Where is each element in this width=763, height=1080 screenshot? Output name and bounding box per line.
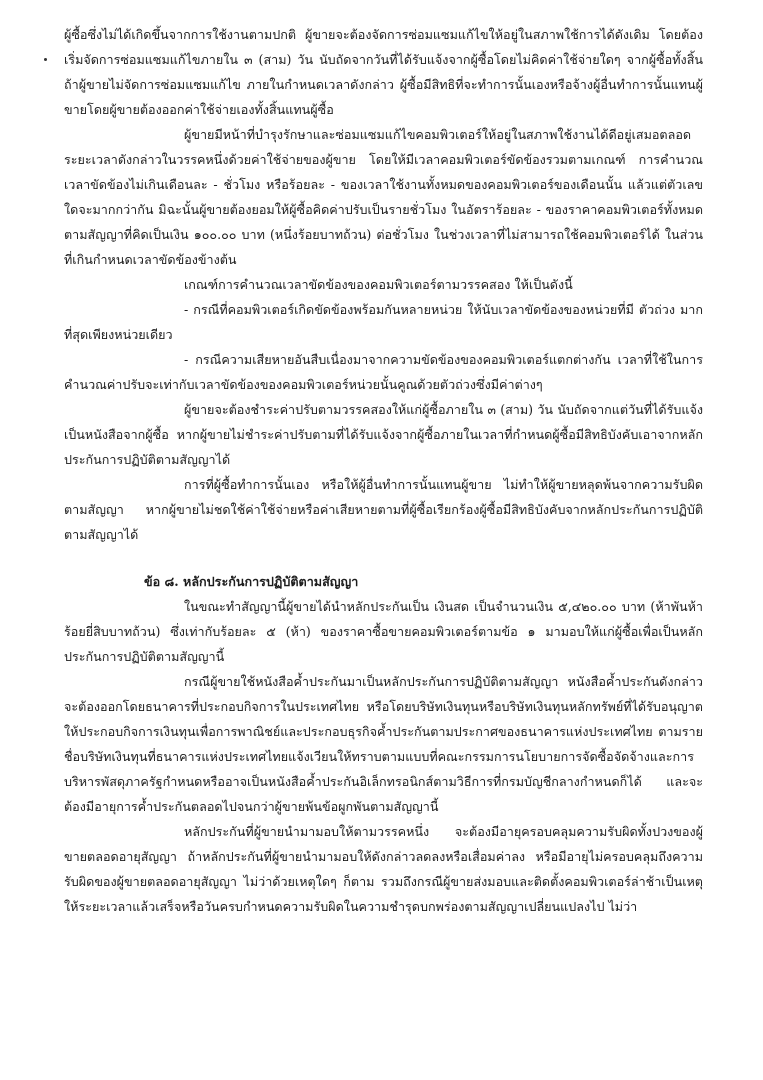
paragraph-guarantee-amount: ในขณะทำสัญญานี้ผู้ขายได้นำหลักประกันเป็น เงินสด เป็นจำนวนเงิน ๕,๔๒๐.๐๐ บาท (ห้าพันห้าร้อยยี่สิบบาทถ้วน) ซึ่งเท่ากับร้อยละ ๕ (ห้า) ของราคาซื้อขายคอมพิวเตอร์ตามข้อ ๑ มามอบให้แก่ผู้ซื้อเพื่อเป็นหลักประกันการปฏิบัติตามสัญญานี้ [64,599,703,664]
paragraph-repair-obligation: ผู้ซื้อซึ่งไม่ได้เกิดขึ้นจากการใช้งานตามปกติ ผู้ขายจะต้องจัดการซ่อมแซมแก้ไขให้อยู่ในสภาพใช้การได้ดังเดิม โดยต้องเริ่มจัดการซ่อมแซมแก้ไขภายใน ๓ (สาม) วัน นับถัดจากวันที่ได้รับแจ้งจากผู้ซื้อโดยไม่คิดค่าใช้จ่ายใดๆ จากผู้ซื้อทั้งสิ้น ถ้าผู้ขายไม่จัดการซ่อมแซมแก้ไข ภายในกำหนดเวลาดังกล่าว ผู้ซื้อมีสิทธิที่จะทำการนั้นเองหรือจ้างผู้อื่นทำการนั้นแทนผู้ขายโดยผู้ขายต้องออกค่าใช้จ่ายเองทั้งสิ้นแทนผู้ซื้อ [64,27,703,117]
paragraph-multiple-units: - กรณีที่คอมพิวเตอร์เกิดขัดข้องพร้อมกันหลายหน่วย ให้นับเวลาขัดข้องของหน่วยที่มี ตัวถ่วง มากที่สุดเพียงหน่วยเดียว [64,302,703,342]
section-heading-8: ข้อ ๘. หลักประกันการปฏิบัติตามสัญญา [144,574,359,589]
paragraph-maintenance-duty: ผู้ขายมีหน้าที่บำรุงรักษาและซ่อมแซมแก้ไขคอมพิวเตอร์ให้อยู่ในสภาพใช้งานได้ดีอยู่เสมอตลอดระยะเวลาดังกล่าวในวรรคหนึ่งด้วยค่าใช้จ่ายของผู้ขาย โดยให้มีเวลาคอมพิวเตอร์ขัดข้องรวมตามเกณฑ์ การคำนวณเวลาขัดข้องไม่เกินเดือนละ - ชั่วโมง หรือร้อยละ - ของเวลาใช้งานทั้งหมดของคอมพิวเตอร์ของเดือนนั้น แล้วแต่ตัวเลขใดจะมากกว่ากัน มิฉะนั้นผู้ขายต้องยอมให้ผู้ซื้อคิดค่าปรับเป็นรายชั่วโมง ในอัตราร้อยละ - ของราคาคอมพิวเตอร์ทั้งหมดตามสัญญาที่คิดเป็นเงิน ๑๐๐.๐๐ บาท (หนึ่งร้อยบาทถ้วน) ต่อชั่วโมง ในช่วงเวลาที่ไม่สามารถใช้คอมพิวเตอร์ได้ ในส่วนที่เกินกำหนดเวลาขัดข้องข้างต้น [64,127,703,267]
paragraph-liability: การที่ผู้ซื้อทำการนั้นเอง หรือให้ผู้อื่นทำการนั้นแทนผู้ขาย ไม่ทำให้ผู้ขายหลุดพ้นจากความรับผิดตามสัญญา หากผู้ขายไม่ชดใช้ค่าใช้จ่ายหรือค่าเสียหายตามที่ผู้ซื้อเรียกร้องผู้ซื้อมีสิทธิบังคับจากหลักประกันการปฏิบัติตามสัญญาได้ [64,477,703,542]
paragraph-downtime-criteria: เกณฑ์การคำนวณเวลาขัดข้องของคอมพิวเตอร์ตามวรรคสอง ให้เป็นดังนี้ [184,277,573,292]
paragraph-weighting: - กรณีความเสียหายอันสืบเนื่องมาจากความขัดข้องของคอมพิวเตอร์แตกต่างกัน เวลาที่ใช้ในการคำนวณค่าปรับจะเท่ากับเวลาขัดข้องของคอมพิวเตอร์หน่วยนั้นคูณด้วยตัวถ่วงซึ่งมีค่าต่างๆ [64,352,703,392]
paragraph-guarantee-coverage: หลักประกันที่ผู้ขายนำมามอบให้ตามวรรคหนึ่ง จะต้องมีอายุครอบคลุมความรับผิดทั้งปวงของผู้ขายตลอดอายุสัญญา ถ้าหลักประกันที่ผู้ขายนำมามอบให้ดังกล่าวลดลงหรือเสื่อมค่าลง หรือมีอายุไม่ครอบคลุมถึงความรับผิดของผู้ขายตลอดอายุสัญญา ไม่ว่าด้วยเหตุใดๆ ก็ตาม รวมถึงกรณีผู้ขายส่งมอบและติดตั้งคอมพิวเตอร์ล่าช้าเป็นเหตุให้ระยะเวลาแล้วเสร็จหรือวันครบกำหนดความรับผิดในความชำรุดบกพร่องตามสัญญาเปลี่ยนแปลงไป ไม่ว่า [64,824,703,914]
paragraph-bank-guarantee: กรณีผู้ขายใช้หนังสือค้ำประกันมาเป็นหลักประกันการปฏิบัติตามสัญญา หนังสือค้ำประกันดังกล่าวจะต้องออกโดยธนาคารที่ประกอบกิจการในประเทศไทย หรือโดยบริษัทเงินทุนหรือบริษัทเงินทุนหลักทรัพย์ที่ได้รับอนุญาตให้ประกอบกิจการเงินทุนเพื่อการพาณิชย์และประกอบธุรกิจค้ำประกันตามประกาศของธนาคารแห่งประเทศไทย ตามรายชื่อบริษัทเงินทุนที่ธนาคารแห่งประเทศไทยแจ้งเวียนให้ทราบตามแบบที่คณะกรรมการนโยบายการจัดซื้อจัดจ้างและการบริหารพัสดุภาครัฐกำหนดหรืออาจเป็นหนังสือค้ำประกันอิเล็กทรอนิกส์ตามวิธีการที่กรมบัญชีกลางกำหนดก็ได้ และจะต้องมีอายุการค้ำประกันตลอดไปจนกว่าผู้ขายพ้นข้อผูกพันตามสัญญานี้ [64,674,703,814]
scan-speck [44,58,47,61]
paragraph-fine-payment: ผู้ขายจะต้องชำระค่าปรับตามวรรคสองให้แก่ผู้ซื้อภายใน ๓ (สาม) วัน นับถัดจากแต่วันที่ได้รับแจ้งเป็นหนังสือจากผู้ซื้อ หากผู้ขายไม่ชำระค่าปรับตามที่ได้รับแจ้งจากผู้ซื้อภายในเวลาที่กำหนดผู้ซื้อมีสิทธิบังคับเอาจากหลักประกันการปฏิบัติตามสัญญาได้ [64,402,703,467]
